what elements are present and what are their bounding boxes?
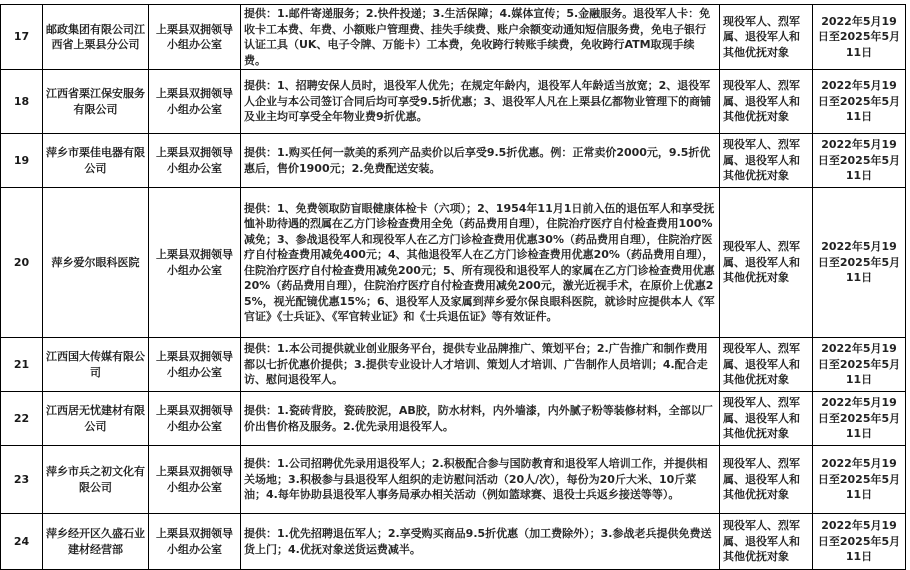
table-row: [1, 338, 906, 392]
benefit-content: 提供：1、免费领取防盲眼健康体检卡（六项）；2、1954年11月1日前入伍的退伍军人和享受抚恤补助待遇的烈属在乙方门诊检查费用全免（药品费用自理），住院治疗医疗自付检查费用100%减免；3、参战退役军人和现役军人在乙方门诊检查费用优惠30%（药品费用自理），住院治疗医疗自付检查费用减免400元；4、其他退役军人在乙方门诊检查费用优惠20%（药品费用自理），住院治疗医疗自付检查费用减免200元；5、所有现役和退役军人的家属在乙方门诊检查费用优惠20%（药品费用自理），住院治疗医疗自付检查费用减免200元，激光近视手术，在原价上优惠25%，视光配镜优惠15%；6、退役军人及家属到萍乡爱尔保良眼科医院，就诊时应提供本人《军官证》《士兵证》、《军官转业证》和《士兵退伍证》等有效证件。: [241, 188, 720, 338]
row-number: 19: [1, 134, 43, 188]
table-row: [1, 514, 906, 570]
table-row: [1, 446, 906, 514]
benefit-content: 提供：1.购买任何一款美的系列产品卖价以后享受9.5折优惠。例：正常卖价2000元，9.5折优惠后，售价1900元；2.免费配送安装。: [241, 134, 720, 188]
validity-period: 2022年5月19日至2025年5月11日: [813, 5, 906, 70]
target-group: 现役军人、烈军属、退役军人和其他优抚对象: [720, 392, 813, 446]
validity-period: 2022年5月19日至2025年5月11日: [813, 392, 906, 446]
organization-name: 萍乡经开区久盛石业建材经营部: [43, 514, 149, 570]
benefit-content: 提供：1.瓷砖背胶，瓷砖胶泥，AB胶，防水材料，内外墙漆，内外腻子粉等装修材料，全部以厂价出售价格及服务。2.优先录用退役军人。: [241, 392, 720, 446]
table-row: [1, 70, 906, 134]
organization-name: 萍乡市兵之初文化有限公司: [43, 446, 149, 514]
benefits-table: [0, 4, 906, 570]
validity-period: 2022年5月19日至2025年5月11日: [813, 188, 906, 338]
table-row: [1, 134, 906, 188]
row-number: 22: [1, 392, 43, 446]
organization-name: 江西国大传媒有限公司: [43, 338, 149, 392]
organization-name: 萍乡市栗佳电器有限公司: [43, 134, 149, 188]
issuing-office: 上栗县双拥领导小组办公室: [149, 70, 241, 134]
table-body: [1, 5, 906, 570]
issuing-office: 上栗县双拥领导小组办公室: [149, 188, 241, 338]
target-group: 现役军人、烈军属、退役军人和其他优抚对象: [720, 338, 813, 392]
benefit-content: 提供：1、招聘安保人员时，退役军人优先；在规定年龄内，退役军人年龄适当放宽；2、退役军人企业与本公司签订合同后均可享受9.5折优惠；3、退役军人凡在上栗县亿都物业管理下的商铺及业主均可享受全年物业费9折优惠。: [241, 70, 720, 134]
organization-name: 江西居无忧建材有限公司: [43, 392, 149, 446]
issuing-office: 上栗县双拥领导小组办公室: [149, 392, 241, 446]
row-number: 21: [1, 338, 43, 392]
issuing-office: 上栗县双拥领导小组办公室: [149, 134, 241, 188]
page-edge: [906, 0, 910, 568]
benefit-content: 提供：1.本公司提供就业创业服务平台，提供专业品牌推广、策划平台；2.广告推广和制作费用都以七折优惠价提供；3.提供专业设计人才培训、策划人才培训、广告制作人员培训；4.配合走访、慰问退役军人。: [241, 338, 720, 392]
table-row: [1, 392, 906, 446]
issuing-office: 上栗县双拥领导小组办公室: [149, 514, 241, 570]
validity-period: 2022年5月19日至2025年5月11日: [813, 446, 906, 514]
target-group: 现役军人、烈军属、退役军人和其他优抚对象: [720, 446, 813, 514]
target-group: 现役军人、烈军属、退役军人和其他优抚对象: [720, 134, 813, 188]
table-row: [1, 188, 906, 338]
validity-period: 2022年5月19日至2025年5月11日: [813, 70, 906, 134]
row-number: 23: [1, 446, 43, 514]
target-group: 现役军人、烈军属、退役军人和其他优抚对象: [720, 514, 813, 570]
row-number: 18: [1, 70, 43, 134]
benefit-content: 提供：1.邮件寄递服务；2.快件投递；3.生活保障；4.媒体宣传；5.金融服务。退役军人卡：免收卡工本费、年费、小额账户管理费、挂失手续费、账户余额变动通知短信服务费，免电子银行认证工具（UK、电子令牌、万能卡）工本费，免收跨行转账手续费，免收跨行ATM取现手续费。: [241, 5, 720, 70]
table-row: [1, 5, 906, 70]
issuing-office: 上栗县双拥领导小组办公室: [149, 5, 241, 70]
benefit-content: 提供：1.优先招聘退伍军人；2.享受购买商品9.5折优惠（加工费除外）；3.参战老兵提供免费送货上门；4.优抚对象送货运费减半。: [241, 514, 720, 570]
target-group: 现役军人、烈军属、退役军人和其他优抚对象: [720, 70, 813, 134]
issuing-office: 上栗县双拥领导小组办公室: [149, 446, 241, 514]
issuing-office: 上栗县双拥领导小组办公室: [149, 338, 241, 392]
target-group: 现役军人、烈军属、退役军人和其他优抚对象: [720, 188, 813, 338]
row-number: 17: [1, 5, 43, 70]
target-group: 现役军人、烈军属、退役军人和其他优抚对象: [720, 5, 813, 70]
organization-name: 江西省栗江保安服务有限公司: [43, 70, 149, 134]
benefit-content: 提供：1.公司招聘优先录用退役军人；2.积极配合参与国防教育和退役军人培训工作，并提供相关场地；3.积极参与县退役军人组织的走访慰问活动（20人/次），每份为20斤大米、10斤菜油；4.每年协助县退役军人事务局承办相关活动（例如篮球赛、退役士兵返乡接送等等）。: [241, 446, 720, 514]
organization-name: 萍乡爱尔眼科医院: [43, 188, 149, 338]
organization-name: 邮政集团有限公司江西省上栗县分公司: [43, 5, 149, 70]
row-number: 20: [1, 188, 43, 338]
validity-period: 2022年5月19日至2025年5月11日: [813, 134, 906, 188]
validity-period: 2022年5月19日至2025年5月11日: [813, 338, 906, 392]
validity-period: 2022年5月19日至2025年5月11日: [813, 514, 906, 570]
row-number: 24: [1, 514, 43, 570]
